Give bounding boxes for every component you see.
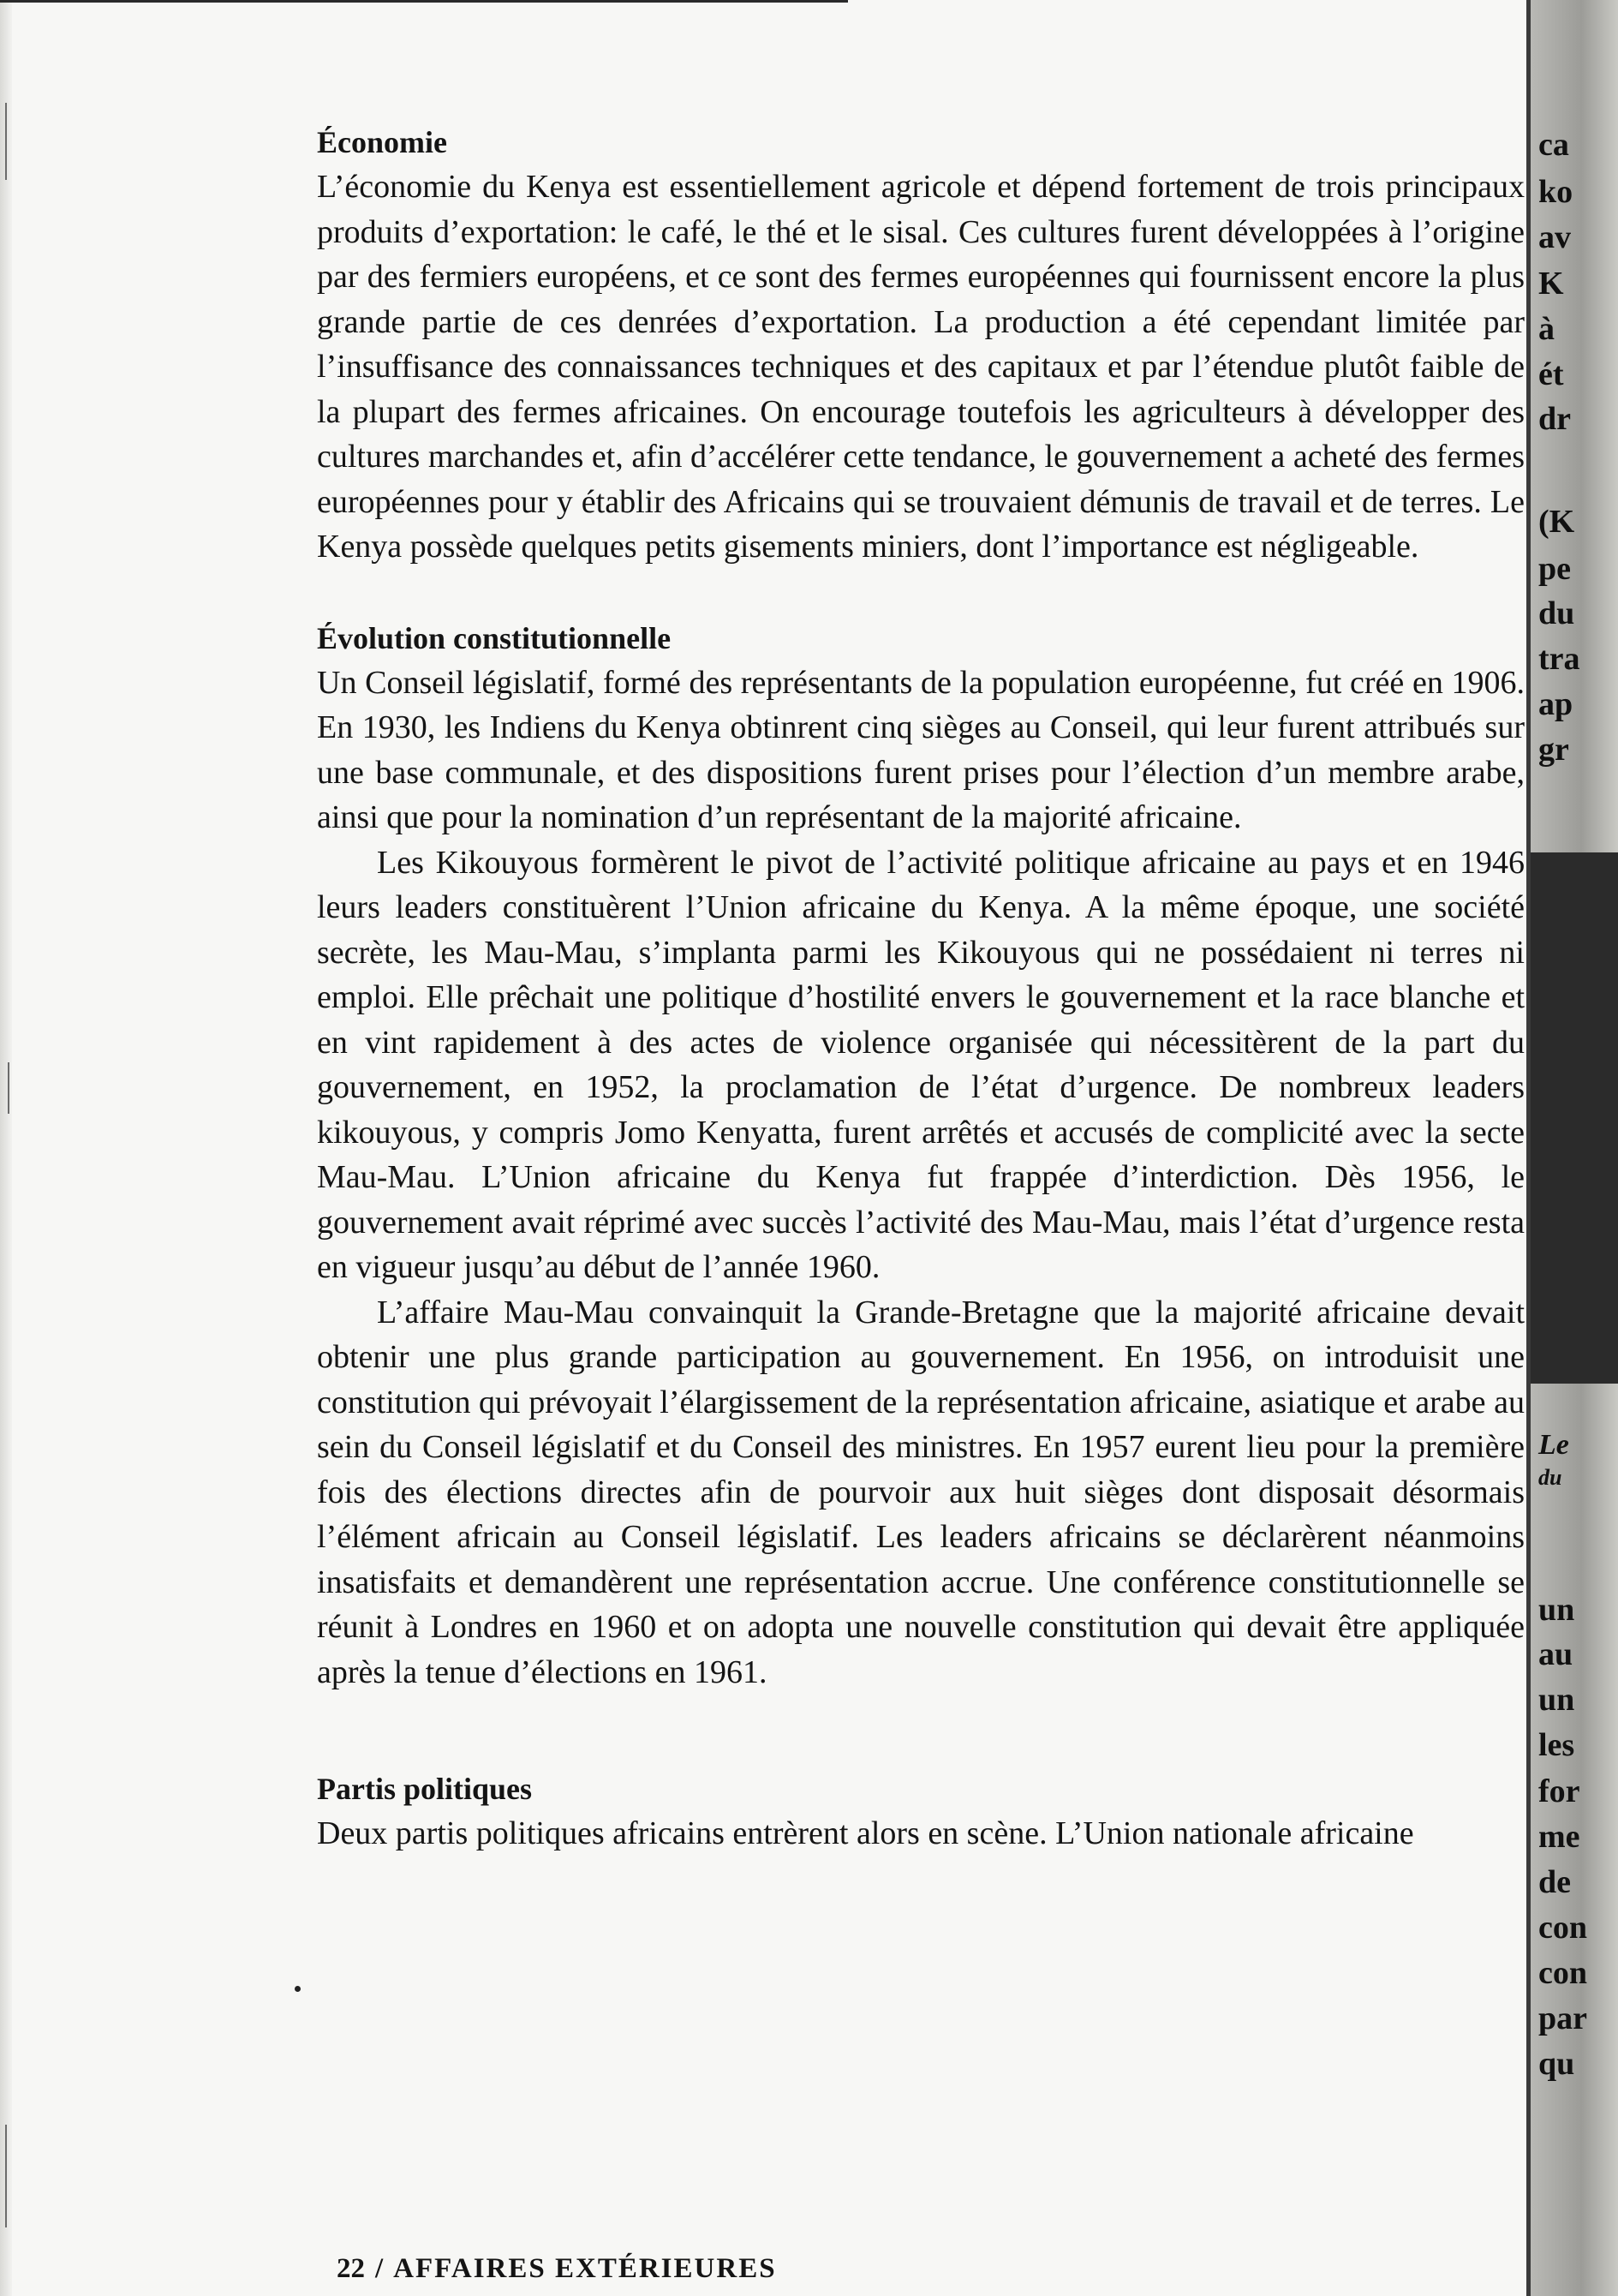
- paragraph-evolution-1: Un Conseil législatif, formé des représentants de la population européenne, fut créé en 1906. En 1930, les Indiens du Kenya obtinrent cinq sièges au Conseil, qui leur furent attribués sur une base communale, et des dispositions furent prises pour l’élection d’un membre arabe, ainsi que pour la nomination d’un représentant de la majorité africaine.: [317, 664, 1525, 835]
- facing-page-fragment: for: [1538, 1773, 1580, 1809]
- stray-mark: [295, 1986, 301, 1992]
- page-number: 22: [337, 2253, 365, 2284]
- facing-page-fragment: dr: [1538, 401, 1571, 437]
- footer-separator: /: [375, 2253, 385, 2284]
- page-footer: [337, 2253, 777, 2285]
- binding-shadow: [1531, 852, 1618, 1384]
- facing-page-fragment: au: [1538, 1636, 1573, 1672]
- facing-page-fragment: (K: [1538, 504, 1575, 540]
- facing-page-fragment: con: [1538, 1910, 1587, 1946]
- edge-mark: [5, 2125, 7, 2227]
- facing-page-fragment: Le: [1538, 1429, 1569, 1461]
- facing-page-fragment: pe: [1538, 551, 1571, 587]
- facing-page-fragment: ap: [1538, 686, 1573, 722]
- facing-page-fragment: les: [1538, 1727, 1575, 1763]
- section-heading-economie: Économie: [317, 125, 447, 159]
- paragraph-evolution-2: Les Kikouyous formèrent le pivot de l’activité politique africaine au pays et en 1946 leurs leaders constituèrent l’Union africaine du Kenya. A la même époque, une société secrète, les Mau-Mau, s’implanta parmi les Kikouyous qui ne possédaient ni terres ni emploi. Elle prêchait une politique d’hostilité envers le gouvernement et la race blanche et en vint rapidement à des actes de violence organisée qui nécessitèrent de la part du gouvernement, en 1952, la proclamation de l’état d’urgence. De nombreux leaders kikouyous, y compris Jomo Kenyatta, furent arrêtés et accusés de complicité avec la secte Mau-Mau. L’Union africaine du Kenya fut frappée d’interdiction. Dès 1956, le gouvernement avait réprimé avec succès l’activité des Mau-Mau, mais l’état d’urgence resta en vigueur jusqu’au début de l’année 1960.: [317, 844, 1525, 1285]
- facing-page-fragment: ca: [1538, 127, 1569, 163]
- top-rule: [0, 0, 848, 3]
- facing-page-fragment: par: [1538, 2000, 1587, 2036]
- facing-page-fragment: av: [1538, 219, 1571, 255]
- facing-page-fragment: du: [1538, 595, 1575, 631]
- edge-mark: [5, 103, 7, 180]
- facing-page-fragment: tra: [1538, 641, 1580, 677]
- facing-page-fragment: gr: [1538, 732, 1569, 768]
- section-gap: [317, 1741, 1525, 1767]
- facing-page-fragment: K: [1538, 266, 1564, 302]
- facing-page-fragment: du: [1538, 1465, 1562, 1490]
- facing-page-fragment: à: [1538, 311, 1555, 347]
- facing-page-fragment: de: [1538, 1864, 1571, 1900]
- page-left-edge: [0, 0, 12, 2296]
- paragraph-economie: L’économie du Kenya est essentiellement agricole et dépend fortement de trois principaux produits d’exportation: le café, le thé et le sisal. Ces cultures furent développées à l’origine par des fermiers européens, et ce sont des fermes européennes qui fournissent encore la plus grande partie de ces denrées d’exportation. La production a été cependant limitée par l’insuffisance des connaissances techniques et des capitaux et par l’étendue plutôt faible de la plupart des fermes africaines. On encourage toutefois les agriculteurs à développer des cultures marchandes et, afin d’accélérer cette tendance, le gouvernement a acheté des fermes européennes pour y établir des Africains qui se trouvaient démunis de travail et de terres. Le Kenya possède quelques petits gisements miniers, dont l’importance est négligeable.: [317, 169, 1525, 565]
- edge-mark: [8, 1062, 9, 1114]
- section-heading-partis: Partis politiques: [317, 1772, 533, 1806]
- facing-page-fragment: un: [1538, 1592, 1575, 1628]
- page-body: [317, 120, 1525, 1857]
- paragraph-partis: Deux partis politiques africains entrèrent alors en scène. L’Union nationale africaine: [317, 1815, 1414, 1851]
- publication-title: AFFAIRES EXTÉRIEURES: [393, 2253, 777, 2284]
- paragraph-evolution-3: L’affaire Mau-Mau convainquit la Grande-Bretagne que la majorité africaine devait obtenir une plus grande participation au gouvernement. En 1956, on introduisit une constitution qui prévoyait l’élargissement de la représentation africaine, asiatique et arabe au sein du Conseil législatif et du Conseil des ministres. En 1957 eurent lieu pour la première fois des élections directes afin de pourvoir aux huit sièges dont disposait désormais l’élément africain au Conseil législatif. Les leaders africains se déclarèrent néanmoins insatisfaits et demandèrent une représentation accrue. Une conférence constitutionnelle se réunit à Londres en 1960 et on adopta une nouvelle constitution qui devait être appliquée après la tenue d’élections en 1961.: [317, 1294, 1525, 1690]
- facing-page-fragment: con: [1538, 1955, 1587, 1991]
- facing-page-fragment: qu: [1538, 2046, 1575, 2082]
- section-gap: [317, 1695, 1525, 1741]
- facing-page-strip: [1526, 0, 1618, 2296]
- facing-page-fragment: ko: [1538, 174, 1573, 210]
- facing-page-fragment: me: [1538, 1819, 1580, 1855]
- section-heading-evolution: Évolution constitutionnelle: [317, 620, 672, 655]
- section-gap: [317, 570, 1525, 616]
- facing-page-fragment: un: [1538, 1682, 1575, 1718]
- facing-page-fragment: ét: [1538, 356, 1564, 392]
